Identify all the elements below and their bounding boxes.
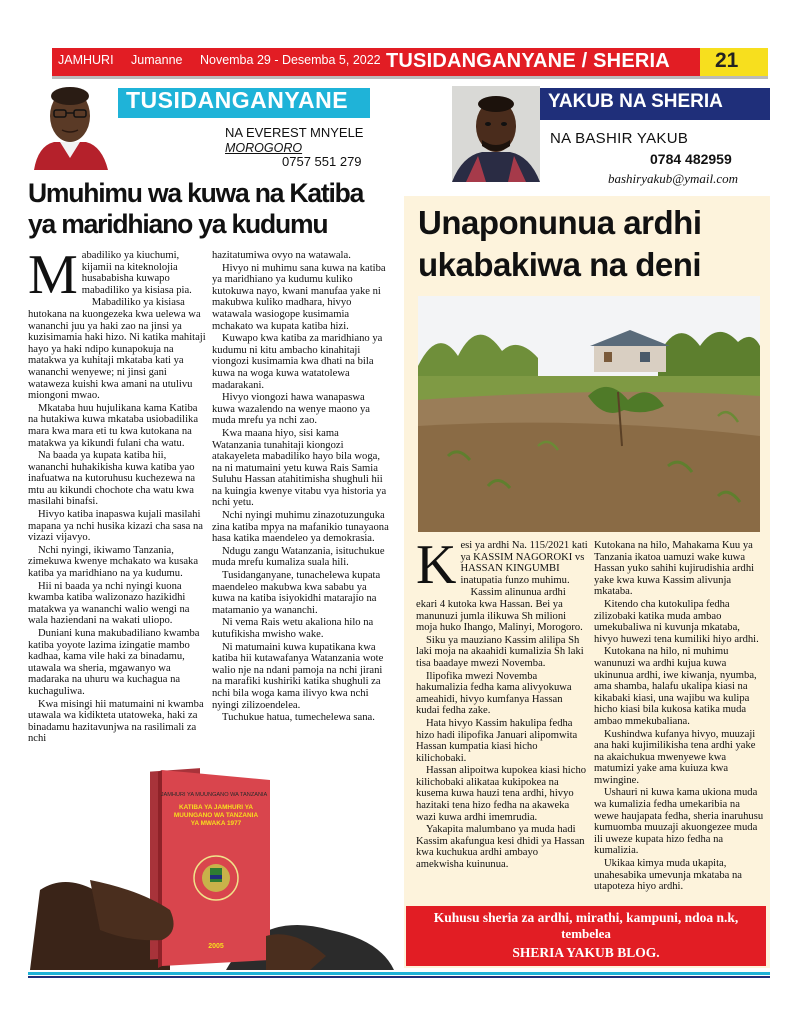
paragraph: Ushauri ni kuwa kama ukiona muda wa kumalizia fedha umekaribia na wewe haujapata fedha, sheria inaruhusu kumuomba muuzaji akuongezee muda ili uweze kupata hizo fedha na kumalizia. [594, 787, 764, 857]
paragraph: Ilipofika mwezi Novemba hakumalizia fedha kama alivyokuwa ameahidi, hivyo kumfanya Hassan kudai fedha zake. [416, 670, 572, 717]
drop-cap: K [416, 534, 457, 596]
paragraph: Siku ya mauziano Kassim alilipa Sh laki moja na akaahidi kumalizia Sh laki tisa baadaye mwezi Novemba. [416, 634, 584, 669]
book-cover-edition: 2005 [208, 943, 224, 950]
paragraph: Ukikaa kimya muda ukapita, unahesabika umevunja mkataba na utapoteza hiyo ardhi. [594, 858, 742, 893]
headline-right: Unaponunua ardhi ukabakiwa na deni [418, 204, 702, 283]
promo-line-2: tembelea [561, 926, 611, 941]
paragraph: Mabadiliko ya kisiasa hutokana na kuongezeka kwa uelewa wa wananchi juu ya haki zao na jinsi ya kuzisimamia haki hizo. Ni katika mahitaji hayo ya haki ndipo kunapokuja na matakwa ya kuhitaji mkataba kati ya wananchi wenyewe; ni jinsi gani wataweza kuishi kwa amani na utulivu miongoni mwao. [28, 297, 206, 402]
paragraph: Kushindwa kufanya hivyo, muuzaji ana haki kujimilikisha tena ardhi yake na akaichukua mwenyewe kwa matumizi yake ama kuiuza kwa mwingine. [594, 728, 756, 786]
byline-place-left: MOROGORO [225, 141, 303, 155]
phone-right: 0784 482959 [650, 151, 732, 167]
byline-left: NA EVEREST MNYELE [225, 125, 364, 140]
paragraph: Tusidanganyane, tunachelewa kupata maendeleo makubwa kwa sababu ya kuwa na katiba isiyokidhi matarajio na matamanio ya wananchi. [212, 570, 381, 616]
paragraph: Na baada ya kupata katiba hii, wananchi huhakikisha kuwa katiba yao inafuatwa na kutoruhusu kuchezewa na mtu au kikundi chochote cha watu kwa masilahi binafsi. [28, 450, 196, 508]
paragraph: Kitendo cha kutokulipa fedha zilizobaki katika muda ambao umekubaliwa ni kuvunja mkataba, hivyo huwezi tena kumiliki hiyo ardhi. [594, 598, 759, 645]
book-cover-header: JAMHURI YA MUUNGANO WA TANZANIA [160, 792, 268, 798]
paragraph: Kassim alinunua ardhi ekari 4 kutoka kwa Hassan. Bei ya manunuzi jumla ilikuwa Sh milioni moja huko Ihango, Malinyi, Morogoro. [416, 587, 583, 634]
issue-day: Jumanne [131, 53, 183, 67]
article-column-right-2 [594, 540, 766, 902]
paragraph: Ni vema Rais wetu akaliona hilo na kutufikisha mwisho wake. [212, 617, 374, 640]
paragraph: Hassan alipoitwa kupokea kiasi hicho kilichobaki alikataa kukipokea na kusema kuwa hauzi tena ardhi, hivyo hazitaki tena hizo fedha na akaweka wazi kuwa ardhi imemrudia. [416, 765, 587, 823]
header-shadow [52, 76, 768, 79]
paragraph: Hata hivyo Kassim hakulipa fedha hizo hadi ilipofika Januari alipomwita Hassan kumpatia kiasi hicho kilichobaki. [416, 717, 578, 764]
first-paragraph [28, 244, 206, 306]
issue-dates: Novemba 29 - Desemba 5, 2022 [199, 53, 381, 67]
paragraph: Hii ni baada ya nchi nyingi kuona kwamba katiba walizonazo hazikidhi matakwa ya wananchi walio wengi na wala haziendani na wakati uliopo. [28, 580, 190, 627]
paragraph: Tuchukue hatua, tumechelewa sana. [222, 712, 375, 724]
paragraph: Duniani kuna makubadiliano kwamba katiba yoyote lazima izingatie mambo kadhaa, kama vile haki za binadamu, utawala wa sheria, mgawanyo wa madaraka na uhuru wa kuchagua na kuchaguliwa. [28, 628, 200, 697]
author-photo-left [30, 80, 110, 170]
paragraph: Kutokana na hilo, Mahakama Kuu ya Tanzania ikatoa uamuzi wake kuwa Hassan yuko sahihi kujirudishia ardhi yake kwa kuwa Kassim alivunja mkataba. [594, 540, 755, 598]
page-number: 21 [715, 49, 739, 72]
author-photo-right [452, 86, 540, 182]
paragraph: Kwa misingi hii matumaini ni kwamba utawala wa kidikteta utatoweka, haki za binadamu hazitavunjwa na rasilimali za nchi [28, 698, 204, 745]
column-name-left: TUSIDANGANYANE [126, 87, 349, 113]
article-column-right-1 [416, 534, 588, 902]
paragraph: Kuwapo kwa katiba za maridhiano ya kudumu ni kitu ambacho kinahitaji viongozi kusimamia kwa dhati na bila kuwa na woga kuwa watatolewa madarakani. [212, 333, 383, 391]
footer-rule-navy [28, 976, 770, 978]
email-right[interactable]: bashiryakub@ymail.com [608, 171, 739, 186]
paragraph: Kutokana na hilo, ni muhimu wanunuzi wa ardhi kujua kuwa ukinunua ardhi, iwe kiwanja, nyumba, ama shamba, halafu ukalipa kiasi na kikabaki kiasi, una wajibu wa kulipa hicho kiasi bila kukosa katika muda ambao mmekubaliana. [594, 646, 757, 727]
paragraph: hazitatumiwa ovyo na watawala. [212, 250, 351, 261]
byline-right: NA BASHIR YAKUB [550, 130, 689, 147]
paragraph: Nchi nyingi, ikiwamo Tanzania, zimekuwa kwenye mchakato wa kusaka katiba ya maridhiano na ya kudumu. [28, 544, 199, 580]
phone-left: 0757 551 279 [282, 154, 362, 169]
paragraph: Mkataba huu hujulikana kama Katiba na hutakiwa kuwa mkataba usiobadilika mara kwa mara eti tu kwa kutokana na matakwa ya kikundi fulani cha watu. [28, 402, 199, 449]
paragraph: Ni matumaini kuwa kupatikana kwa katiba hii kutawafanya Watanzania wote walio nje na ndani pamoja na nchi jirani na marafiki kushiriki katika shughuli za nchi bila woga kama ilivyo kwa nchi nyingi zilizoendelea. [212, 641, 384, 711]
promo-blog-name[interactable]: SHERIA YAKUB BLOG. [512, 945, 660, 960]
promo-line-1: Kuhusu sheria za ardhi, mirathi, kampuni, ndoa n.k, [433, 910, 739, 925]
first-paragraph-text: esi ya ardhi Na. 115/2021 kati ya KASSIM NAGOROKI vs HASSAN KINGUMBI inatupatia funzo muhimu. [460, 540, 588, 586]
column-name-right: YAKUB NA SHERIA [548, 91, 723, 112]
first-paragraph [416, 534, 588, 596]
publication-name: JAMHURI [58, 53, 114, 67]
paragraph: Kwa maana hiyo, sisi kama Watanzania tunahitaji kiongozi atakayeleta mabadiliko hayo bila woga, na ni matumaini yetu kuwa Rais Samia Suluhu Hassan atahitimisha shughuli hii na kuingia kwenye vitabu vya historia ya nchi yetu. [212, 427, 387, 509]
article-column-left-1 [28, 244, 206, 745]
headline-left: Umuhimu wa kuwa na Katiba ya maridhiano ya kudumu [28, 178, 364, 239]
paragraph: Hivyo katiba inapaswa kujali masilahi mapana ya nchi husika kizazi cha sasa na vizazi vijavyo. [28, 509, 204, 544]
drop-cap: M [28, 244, 78, 306]
paragraph: Hivyo ni muhimu sana kuwa na katiba ya maridhiano ya kudumu kuliko kutokuwa nayo, kwani manufaa yake ni makubwa kuliko madhara, hivyo watawala wasiogope kusimamia mchakato wa kupata katiba hizi. [212, 262, 386, 332]
book-cover-title: KATIBA YA JAMHURI YA MUUNGANO WA TANZANIA YA MWAKA 1977 [173, 804, 259, 827]
first-paragraph-text: abadiliko ya kiuchumi, kijamii na kiteknolojia husababisha kuwapo mabadiliko ya kisiasa pia. [81, 250, 192, 296]
paragraph: Hivyo viongozi hawa wanapaswa kuwa wazalendo na wenye maono ya muda mrefu ya nchi zao. [212, 392, 370, 427]
article-column-left-2 [212, 250, 390, 728]
land-photo [418, 296, 760, 532]
constitution-book-photo [30, 760, 394, 970]
header-info [58, 53, 395, 67]
section-title: TUSIDANGANYANE / SHERIA [386, 50, 670, 72]
paragraph: Ndugu zangu Watanzania, isituchukue muda mrefu kumaliza suala hili. [212, 545, 385, 569]
paragraph: Yakapita malumbano ya muda hadi Kassim akafungua kesi dhidi ya Hassan kwa kuchukua ardhi ambayo amekwisha kuinunua. [416, 824, 585, 871]
footer-rule-blue [28, 972, 770, 975]
paragraph: Nchi nyingi muhimu zinazotuzunguka zina katiba mpya na mafanikio tunayaona hasa katika maendeleo ya demokrasia. [212, 510, 389, 545]
